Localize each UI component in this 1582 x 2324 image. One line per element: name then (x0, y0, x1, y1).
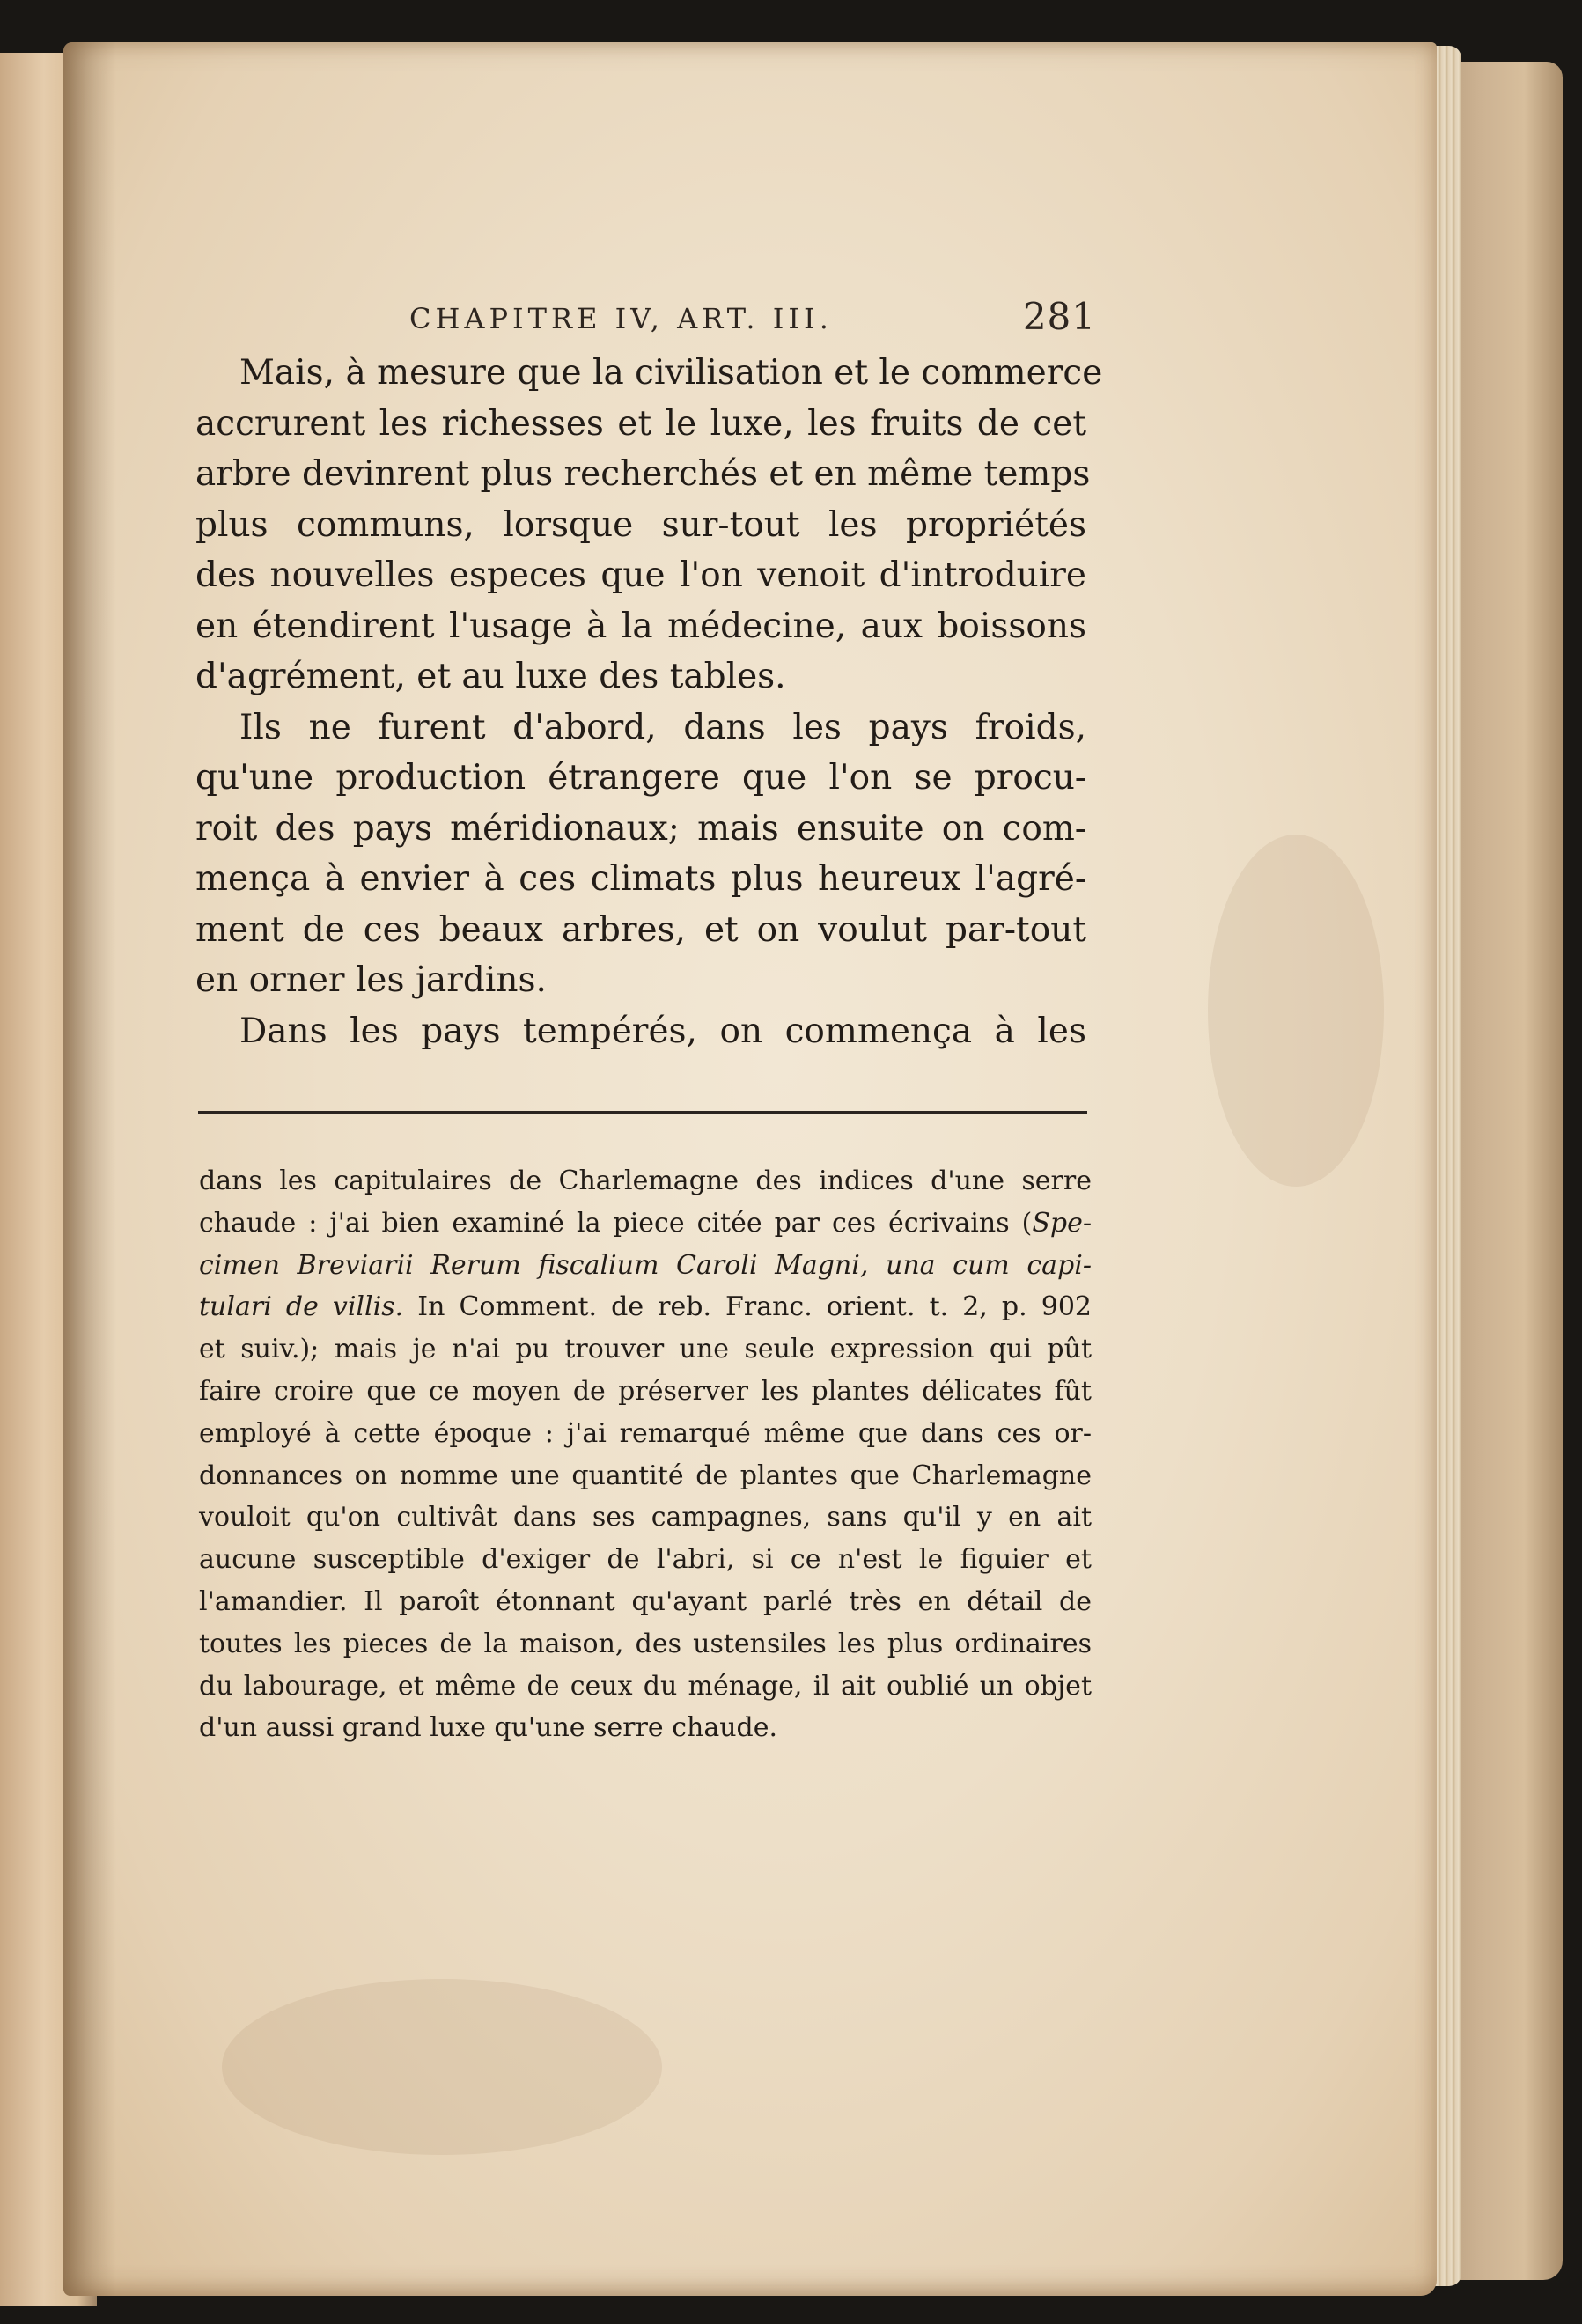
footnote-italic: cimen Breviarii Rerum fiscalium Caroli Magni, una cum capi- (199, 1249, 1092, 1281)
gutter-shadow (63, 42, 116, 2296)
footnote-line: et suiv.); mais je n'ai pu trouver une seule expression qui pût (199, 1334, 1092, 1365)
main-text (195, 348, 1103, 1056)
paper-stain (1208, 835, 1384, 1187)
footnote-line: aucune susceptible d'exiger de l'abri, si ce n'est le figuier et (199, 1544, 1092, 1576)
footnote-line: toutes les pieces de la maison, des ustensiles les plus ordinaires (199, 1628, 1092, 1659)
text-line: Dans les pays tempérés, on commença à les (239, 1011, 1086, 1051)
footnote-text: In Comment. de reb. Franc. orient. t. 2, p. 902 (403, 1291, 1092, 1323)
running-head (198, 293, 1096, 346)
footnote-line: l'amandier. Il paroît étonnant qu'ayant parlé très en détail de (199, 1585, 1092, 1617)
footnote-italic: tulari de villis. (199, 1291, 404, 1323)
text-line: arbre devinrent plus recherchés et en même temps (195, 454, 1091, 494)
footnote-line: employé à cette époque : j'ai remarqué même que dans ces or- (199, 1417, 1092, 1449)
footnote-line: donnances on nomme une quantité de plantes que Charlemagne (199, 1460, 1092, 1491)
footnote-line (199, 1245, 1092, 1287)
text-line: plus communs, lorsque sur-tout les propriétés (195, 504, 1086, 545)
text-line: d'agrément, et au luxe des tables. (195, 657, 786, 696)
text-line: en orner les jardins. (195, 960, 547, 1000)
text-line: en étendirent l'usage à la médecine, aux boissons (195, 606, 1086, 646)
footnote (199, 1160, 1092, 1749)
text-line: mença à envier à ces climats plus heureux l'agré- (195, 859, 1086, 899)
paper-stain (222, 1979, 662, 2155)
footnote-line: d'un aussi grand luxe qu'une serre chaude. (199, 1712, 778, 1744)
footnote-line: vouloit qu'on cultivât dans ses campagnes, sans qu'il y en ait (199, 1502, 1092, 1533)
text-line: Ils ne furent d'abord, dans les pays froids, (239, 707, 1086, 747)
text-line: des nouvelles especes que l'on venoit d'introduire (195, 555, 1086, 595)
page-number: 281 (1022, 295, 1096, 338)
text-line: accrurent les richesses et le luxe, les fruits de cet (195, 403, 1086, 444)
footnote-italic: Spe- (1032, 1207, 1092, 1239)
footnote-rule (198, 1111, 1087, 1114)
footnote-line: faire croire que ce moyen de préserver les plantes délicates fût (199, 1375, 1092, 1407)
footnote-text: chaude : j'ai bien examiné la piece citée par ces écrivains ( (199, 1207, 1033, 1239)
footnote-line (199, 1286, 1092, 1328)
footnote-line (199, 1202, 1092, 1245)
text-line: Mais, à mesure que la civilisation et le commerce (239, 353, 1103, 393)
footnote-line: du labourage, et même de ceux du ménage, il ait oublié un objet (199, 1670, 1092, 1702)
text-line: qu'une production étrangere que l'on se procu- (195, 758, 1086, 798)
text-line: ment de ces beaux arbres, et on voulut par-tout (195, 909, 1086, 950)
text-line: roit des pays méridionaux; mais ensuite on com- (195, 808, 1086, 849)
chapter-heading: CHAPITRE IV, ART. III. (409, 302, 833, 335)
footnote-line: dans les capitulaires de Charlemagne des indices d'une serre (199, 1166, 1092, 1196)
